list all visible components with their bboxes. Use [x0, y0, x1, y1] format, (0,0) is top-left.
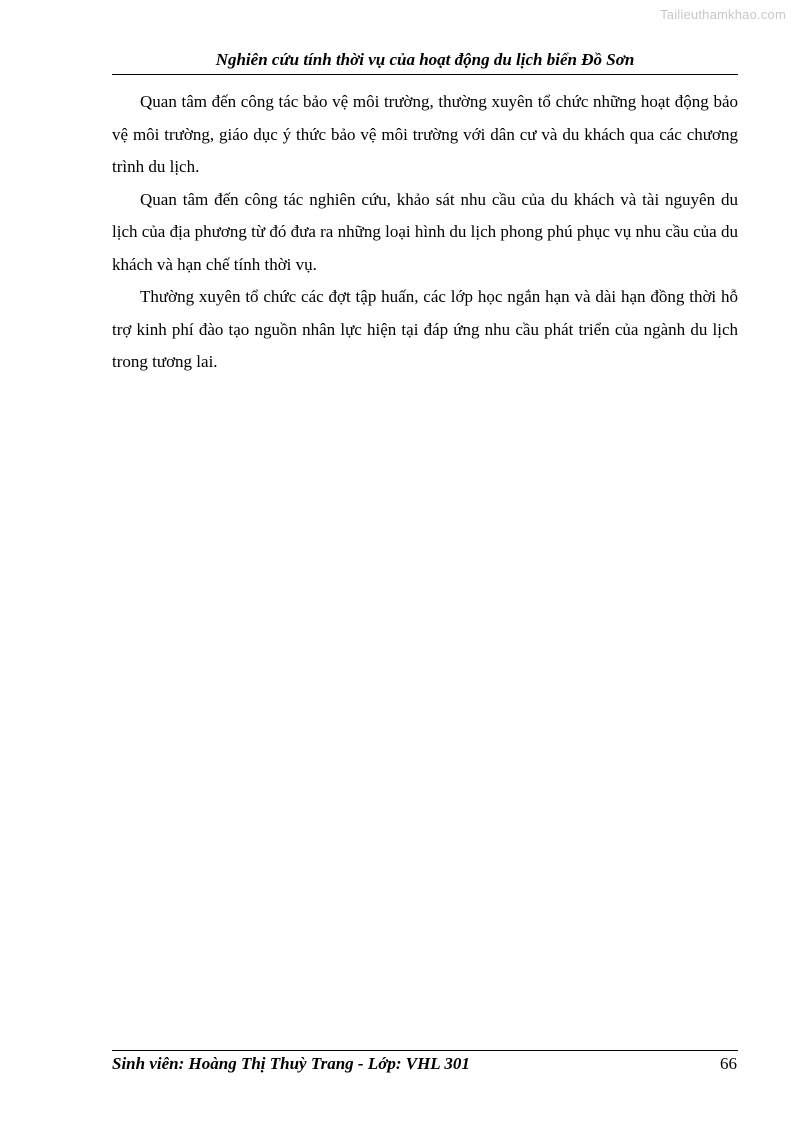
page-number: 66	[720, 1054, 737, 1073]
paragraph-environment: Quan tâm đến công tác bảo vệ môi trường, thường xuyên tổ chức những hoạt động bảo vệ môi trường, giáo dục ý thức bảo vệ môi trường với dân cư và du khách qua các chương trình du lịch.	[112, 92, 738, 176]
watermark: Tailieuthamkhao.com	[660, 7, 786, 22]
paragraph-research: Quan tâm đến công tác nghiên cứu, khảo sát nhu cầu của du khách và tài nguyên du lịch của địa phương từ đó đưa ra những loại hình du lịch phong phú phục vụ nhu cầu của du khách và hạn chế tính thời vụ.	[112, 189, 738, 274]
footer-divider	[112, 1050, 738, 1051]
document-body	[112, 86, 738, 379]
page-header-title: Nghiên cứu tính thời vụ của hoạt động du lịch biển Đồ Sơn	[215, 50, 635, 69]
paragraph-training: Thường xuyên tổ chức các đợt tập huấn, các lớp học ngắn hạn và dài hạn đồng thời hỗ trợ kinh phí đào tạo nguồn nhân lực hiện tại đáp ứng nhu cầu phát triển của ngành du lịch trong tương lai.	[112, 287, 738, 371]
footer-author: Sinh viên: Hoàng Thị Thuỳ Trang - Lớp: VHL 301	[112, 1054, 470, 1073]
header-divider	[112, 74, 738, 75]
